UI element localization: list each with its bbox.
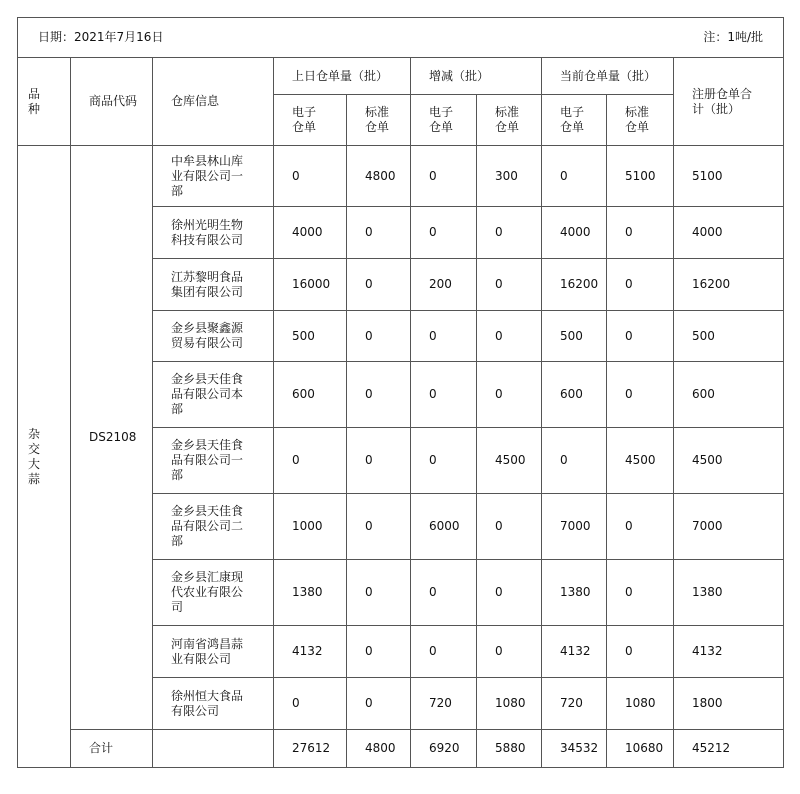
col-registered-total: 注册仓单合计（批） bbox=[674, 58, 784, 146]
totals-current-electronic: 34532 bbox=[542, 730, 607, 768]
current-standard: 4500 bbox=[607, 428, 674, 494]
warehouse-name: 金乡县聚鑫源贸易有限公司 bbox=[153, 311, 274, 362]
change-electronic: 0 bbox=[411, 146, 477, 207]
change-electronic: 0 bbox=[411, 362, 477, 428]
warehouse-name: 江苏黎明食品集团有限公司 bbox=[153, 259, 274, 311]
registered-total: 16200 bbox=[674, 259, 784, 311]
prev-standard: 0 bbox=[347, 560, 411, 626]
change-electronic: 0 bbox=[411, 428, 477, 494]
change-standard: 0 bbox=[477, 626, 542, 678]
registered-total: 1800 bbox=[674, 678, 784, 730]
totals-row bbox=[18, 730, 784, 768]
receipt-table bbox=[17, 17, 784, 768]
change-standard: 0 bbox=[477, 560, 542, 626]
current-electronic: 4000 bbox=[542, 207, 607, 259]
warehouse-name: 徐州恒大食品有限公司 bbox=[153, 678, 274, 730]
current-electronic: 1380 bbox=[542, 560, 607, 626]
registered-total: 4500 bbox=[674, 428, 784, 494]
current-electronic: 500 bbox=[542, 311, 607, 362]
registered-total: 5100 bbox=[674, 146, 784, 207]
current-standard: 0 bbox=[607, 362, 674, 428]
report-header-row bbox=[18, 18, 784, 58]
change-electronic: 6000 bbox=[411, 494, 477, 560]
current-standard: 0 bbox=[607, 560, 674, 626]
change-electronic: 0 bbox=[411, 207, 477, 259]
prev-electronic: 1380 bbox=[274, 560, 347, 626]
current-standard: 0 bbox=[607, 626, 674, 678]
warehouse-name: 金乡县天佳食品有限公司二部 bbox=[153, 494, 274, 560]
prev-standard: 0 bbox=[347, 362, 411, 428]
registered-total: 7000 bbox=[674, 494, 784, 560]
totals-prev-electronic: 27612 bbox=[274, 730, 347, 768]
current-electronic: 0 bbox=[542, 146, 607, 207]
table-row bbox=[18, 146, 784, 207]
totals-label: 合计 bbox=[71, 730, 153, 768]
registered-total: 1380 bbox=[674, 560, 784, 626]
warehouse-name: 中牟县林山库业有限公司一部 bbox=[153, 146, 274, 207]
prev-electronic: 0 bbox=[274, 428, 347, 494]
registered-total: 4000 bbox=[674, 207, 784, 259]
change-standard: 1080 bbox=[477, 678, 542, 730]
totals-change-electronic: 6920 bbox=[411, 730, 477, 768]
col-cur-standard: 标准仓单 bbox=[607, 95, 674, 146]
totals-prev-standard: 4800 bbox=[347, 730, 411, 768]
prev-standard: 0 bbox=[347, 494, 411, 560]
warehouse-name: 徐州光明生物科技有限公司 bbox=[153, 207, 274, 259]
prev-standard: 4800 bbox=[347, 146, 411, 207]
current-standard: 0 bbox=[607, 311, 674, 362]
prev-electronic: 4132 bbox=[274, 626, 347, 678]
change-standard: 0 bbox=[477, 494, 542, 560]
warehouse-name: 金乡县天佳食品有限公司一部 bbox=[153, 428, 274, 494]
prev-electronic: 500 bbox=[274, 311, 347, 362]
current-standard: 0 bbox=[607, 494, 674, 560]
change-electronic: 0 bbox=[411, 560, 477, 626]
unit-note: 注：1吨/批 bbox=[703, 30, 764, 44]
change-standard: 0 bbox=[477, 362, 542, 428]
totals-change-standard: 5880 bbox=[477, 730, 542, 768]
current-electronic: 720 bbox=[542, 678, 607, 730]
col-cur-electronic: 电子仓单 bbox=[542, 95, 607, 146]
current-electronic: 7000 bbox=[542, 494, 607, 560]
col-prev-electronic: 电子仓单 bbox=[274, 95, 347, 146]
prev-electronic: 4000 bbox=[274, 207, 347, 259]
prev-electronic: 600 bbox=[274, 362, 347, 428]
registered-total: 600 bbox=[674, 362, 784, 428]
variety-cell: 杂交大蒜 bbox=[18, 146, 71, 768]
warehouse-name: 河南省鸿昌蒜业有限公司 bbox=[153, 626, 274, 678]
change-electronic: 0 bbox=[411, 311, 477, 362]
prev-standard: 0 bbox=[347, 428, 411, 494]
registered-total: 500 bbox=[674, 311, 784, 362]
current-standard: 5100 bbox=[607, 146, 674, 207]
col-current: 当前仓单量（批） bbox=[542, 58, 674, 95]
change-standard: 0 bbox=[477, 259, 542, 311]
col-code: 商品代码 bbox=[71, 58, 153, 146]
prev-electronic: 0 bbox=[274, 146, 347, 207]
prev-standard: 0 bbox=[347, 207, 411, 259]
current-electronic: 0 bbox=[542, 428, 607, 494]
change-standard: 300 bbox=[477, 146, 542, 207]
current-standard: 0 bbox=[607, 207, 674, 259]
current-electronic: 16200 bbox=[542, 259, 607, 311]
warehouse-name: 金乡县汇康现代农业有限公司 bbox=[153, 560, 274, 626]
col-change: 增减（批） bbox=[411, 58, 542, 95]
current-electronic: 600 bbox=[542, 362, 607, 428]
column-header-row-1 bbox=[18, 58, 784, 95]
current-standard: 0 bbox=[607, 259, 674, 311]
prev-electronic: 0 bbox=[274, 678, 347, 730]
totals-warehouse-empty bbox=[153, 730, 274, 768]
col-warehouse: 仓库信息 bbox=[153, 58, 274, 146]
col-chg-standard: 标准仓单 bbox=[477, 95, 542, 146]
warehouse-name: 金乡县天佳食品有限公司本部 bbox=[153, 362, 274, 428]
col-chg-electronic: 电子仓单 bbox=[411, 95, 477, 146]
report-date: 日期：2021年7月16日 bbox=[38, 30, 164, 44]
prev-standard: 0 bbox=[347, 626, 411, 678]
current-standard: 1080 bbox=[607, 678, 674, 730]
current-electronic: 4132 bbox=[542, 626, 607, 678]
prev-standard: 0 bbox=[347, 259, 411, 311]
prev-standard: 0 bbox=[347, 311, 411, 362]
totals-current-standard: 10680 bbox=[607, 730, 674, 768]
change-standard: 0 bbox=[477, 311, 542, 362]
change-standard: 4500 bbox=[477, 428, 542, 494]
totals-registered-total: 45212 bbox=[674, 730, 784, 768]
prev-electronic: 1000 bbox=[274, 494, 347, 560]
col-prev-day: 上日仓单量（批） bbox=[274, 58, 411, 95]
code-cell: DS2108 bbox=[71, 146, 153, 730]
col-prev-standard: 标准仓单 bbox=[347, 95, 411, 146]
report-header bbox=[18, 18, 784, 58]
change-electronic: 0 bbox=[411, 626, 477, 678]
registered-total: 4132 bbox=[674, 626, 784, 678]
col-variety: 品种 bbox=[18, 58, 71, 146]
warehouse-receipt-report bbox=[17, 17, 783, 768]
prev-standard: 0 bbox=[347, 678, 411, 730]
prev-electronic: 16000 bbox=[274, 259, 347, 311]
change-electronic: 720 bbox=[411, 678, 477, 730]
change-electronic: 200 bbox=[411, 259, 477, 311]
change-standard: 0 bbox=[477, 207, 542, 259]
